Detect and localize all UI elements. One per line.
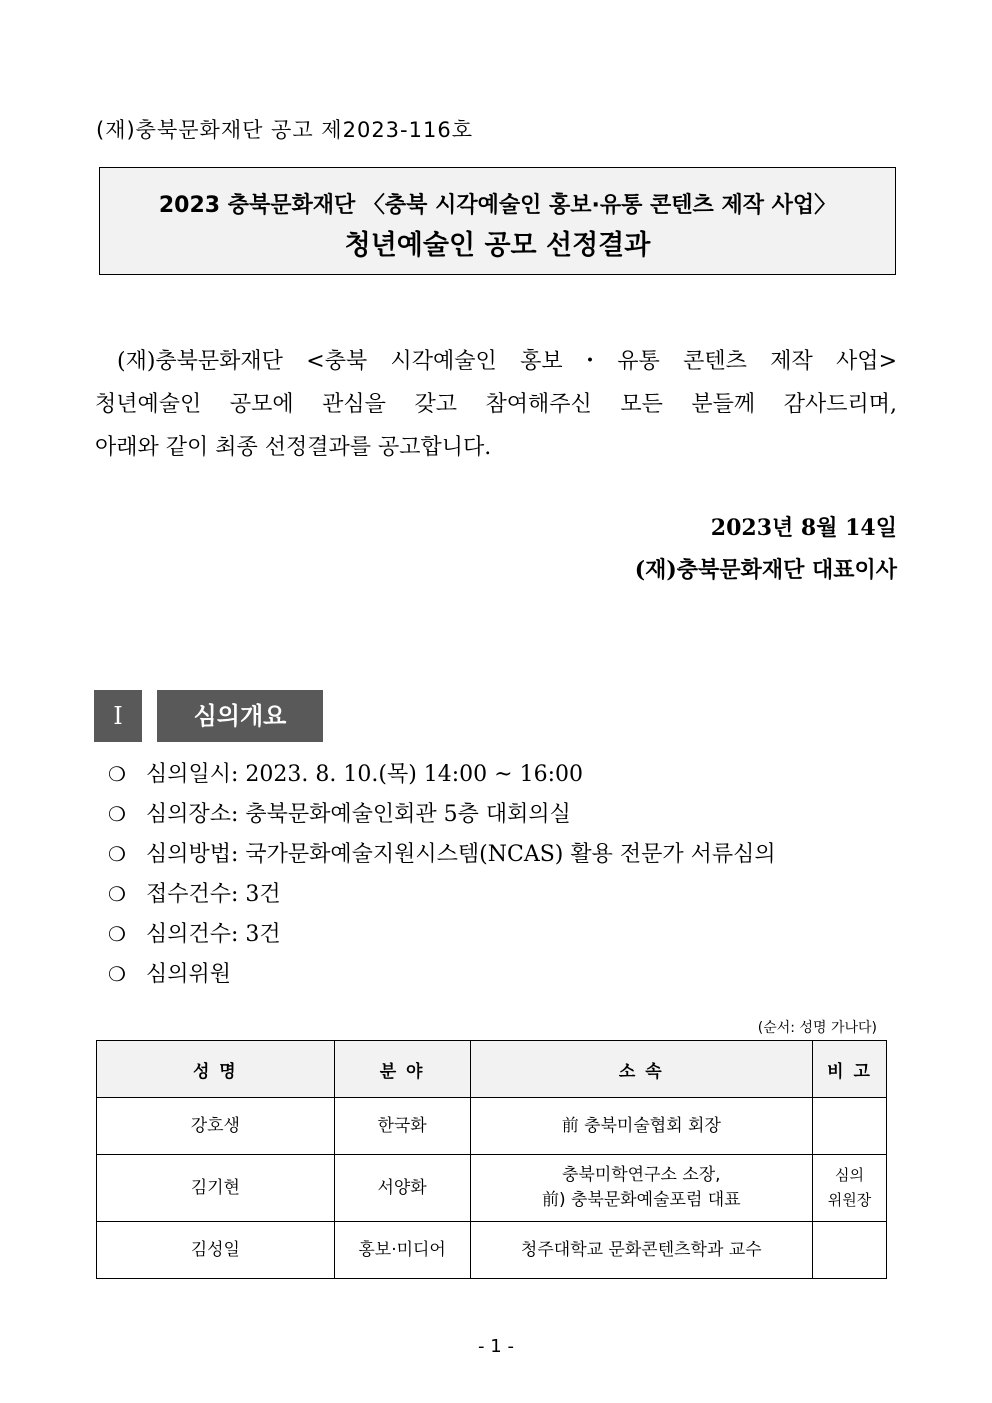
table-row: [97, 1222, 887, 1279]
item-text: 접수건수: 3건: [146, 882, 281, 907]
document-title-line2: 청년예술인 공모 선정결과: [344, 230, 651, 261]
intro-line-1: (재)충북문화재단 <충북 시각예술인 홍보・유통 콘텐츠 제작 사업>: [117, 349, 897, 374]
order-note: (순서: 성명 가나다): [757, 1020, 877, 1036]
member-affiliation: [470, 1155, 813, 1222]
member-field: 서양화: [334, 1155, 470, 1222]
note-line: 위원장: [827, 1191, 872, 1209]
circle-bullet-icon: ❍: [108, 962, 126, 986]
member-note: [813, 1155, 887, 1222]
title-box: [99, 167, 896, 275]
section-number: Ⅰ: [94, 690, 142, 742]
item-text: 심의건수: 3건: [146, 922, 281, 947]
member-name: 강호생: [97, 1098, 335, 1155]
affiliation-line: 충북미학연구소 소장,: [561, 1165, 721, 1185]
member-note: [813, 1098, 887, 1155]
issuer: (재)충북문화재단 대표이사: [634, 557, 897, 583]
intro-paragraph: [95, 340, 897, 469]
table-header-row: [97, 1041, 887, 1098]
affiliation-line: 前 충북미술협회 회장: [561, 1115, 721, 1136]
member-affiliation: [470, 1098, 813, 1155]
circle-bullet-icon: ❍: [108, 842, 126, 866]
item-text: 심의방법: 국가문화예술지원시스템(NCAS) 활용 전문가 서류심의: [146, 842, 776, 867]
circle-bullet-icon: ❍: [108, 762, 126, 786]
document-title-line1: 2023 충북문화재단 〈충북 시각예술인 홍보·유통 콘텐츠 제작 사업〉: [158, 193, 837, 218]
note-line: 심의: [835, 1166, 865, 1184]
list-item: [108, 876, 776, 916]
list-item: [108, 836, 776, 876]
intro-line-2: 청년예술인 공모에 관심을 갖고 참여해주신 모든 분들께 감사드리며,: [95, 392, 897, 417]
member-name: 김기현: [97, 1155, 335, 1222]
affiliation-line: 청주대학교 문화콘텐츠학과 교수: [520, 1239, 762, 1260]
announcement-date: 2023년 8월 14일: [710, 515, 897, 541]
header-note: 비 고: [813, 1041, 887, 1098]
page-number: - 1 -: [478, 1336, 514, 1357]
header-name: 성 명: [97, 1041, 335, 1098]
member-field: 홍보·미디어: [334, 1222, 470, 1279]
list-item: [108, 756, 776, 796]
intro-line-3: 아래와 같이 최종 선정결과를 공고합니다.: [95, 435, 492, 460]
item-text: 심의일시: 2023. 8. 10.(목) 14:00 ~ 16:00: [146, 762, 583, 787]
review-overview-list: [108, 756, 776, 996]
committee-table: [96, 1040, 887, 1279]
table-row: [97, 1155, 887, 1222]
header-affiliation: 소 속: [470, 1041, 813, 1098]
section-title: 심의개요: [157, 690, 323, 742]
notice-number: (재)충북문화재단 공고 제2023-116호: [96, 118, 473, 142]
member-affiliation: [470, 1222, 813, 1279]
member-name: 김성일: [97, 1222, 335, 1279]
list-item: [108, 796, 776, 836]
circle-bullet-icon: ❍: [108, 802, 126, 826]
circle-bullet-icon: ❍: [108, 882, 126, 906]
affiliation-line: 前) 충북문화예술포럼 대표: [541, 1190, 741, 1210]
header-field: 분 야: [334, 1041, 470, 1098]
item-text: 심의위원: [146, 962, 232, 987]
member-field: 한국화: [334, 1098, 470, 1155]
member-note: [813, 1222, 887, 1279]
list-item: [108, 956, 776, 996]
list-item: [108, 916, 776, 956]
table-row: [97, 1098, 887, 1155]
item-text: 심의장소: 충북문화예술인회관 5층 대회의실: [146, 802, 571, 827]
circle-bullet-icon: ❍: [108, 922, 126, 946]
